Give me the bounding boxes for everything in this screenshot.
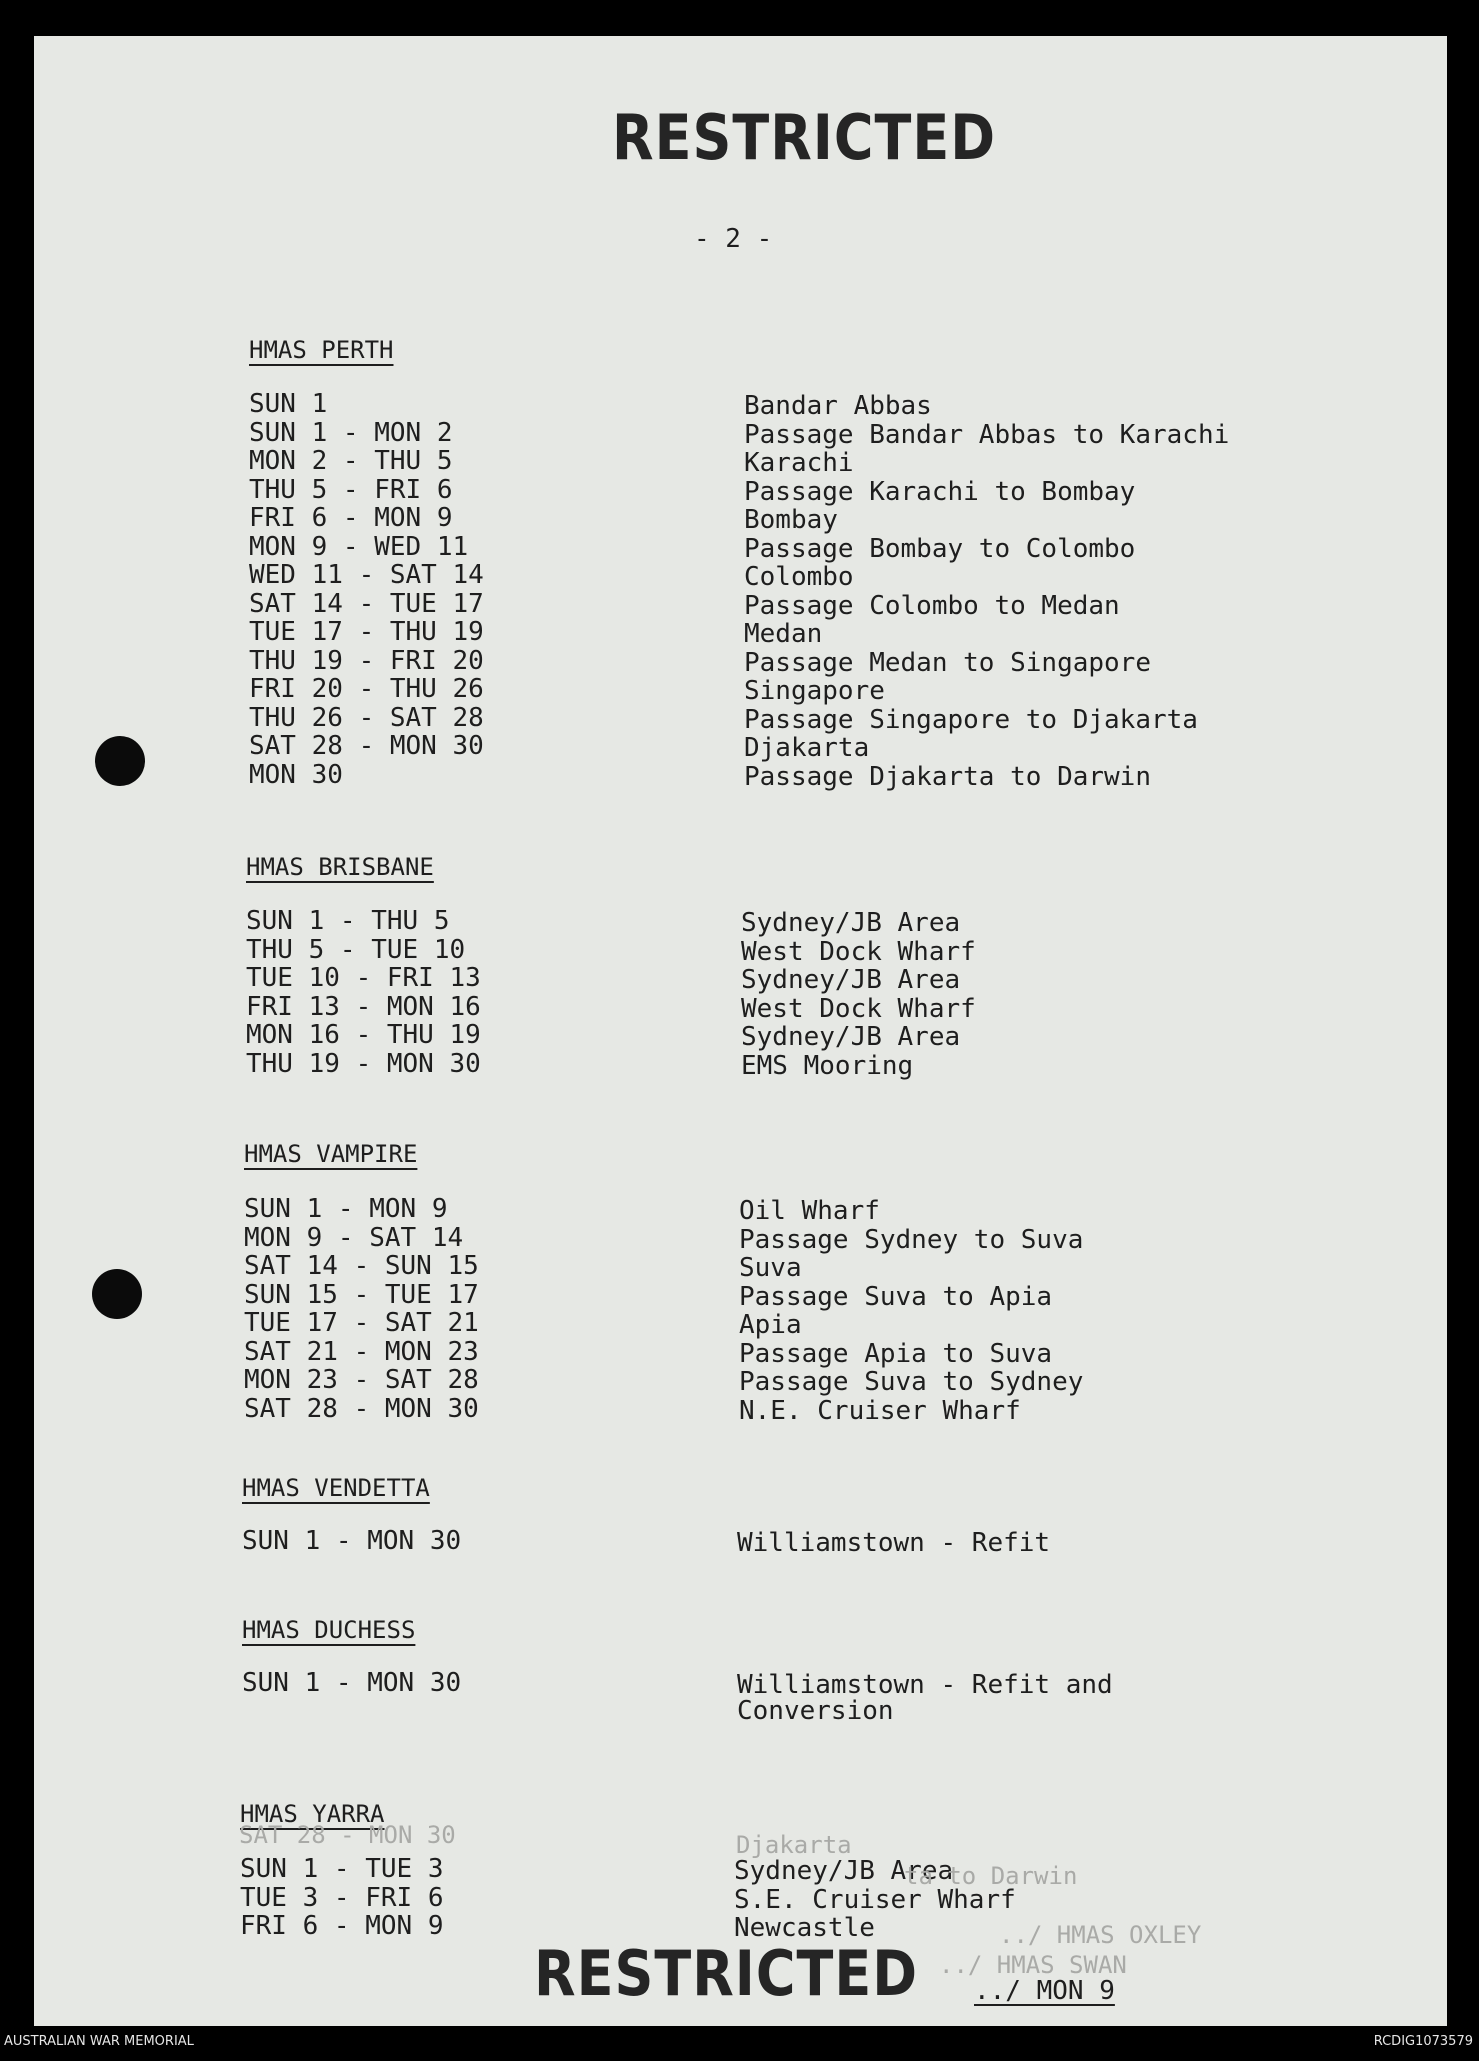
page-number: - 2 - (694, 224, 773, 254)
schedule-location: Suva (739, 1253, 802, 1283)
schedule-dates: SAT 28 - MON 30 (244, 1393, 479, 1424)
schedule-dates: TUE 17 - THU 19 (249, 617, 484, 647)
footer-left: AUSTRALIAN WAR MEMORIAL (4, 2034, 194, 2049)
schedule-location: West Dock Wharf (741, 993, 976, 1024)
schedule-dates: MON 9 - WED 11 (249, 531, 469, 562)
schedule-dates: THU 5 - FRI 6 (249, 474, 453, 505)
ship-heading: HMAS VENDETTA (242, 1474, 430, 1502)
restricted-stamp-bottom: RESTRICTED (534, 1937, 919, 2010)
schedule-location: Passage Suva to Apia (739, 1281, 1053, 1312)
schedule-location: Sydney/JB Area (741, 908, 961, 938)
schedule-dates: SAT 28 - MON 30 (249, 731, 484, 761)
schedule-location: Passage Karachi to Bombay (744, 476, 1136, 507)
schedule-dates: TUE 10 - FRI 13 (246, 963, 481, 993)
ship-heading: HMAS VAMPIRE (244, 1140, 418, 1168)
schedule-location: Karachi (744, 448, 854, 478)
schedule-dates: FRI 6 - MON 9 (240, 1911, 444, 1941)
ship-heading: HMAS PERTH (249, 336, 394, 364)
schedule-dates: THU 19 - MON 30 (246, 1048, 481, 1079)
restricted-stamp-top: RESTRICTED (612, 101, 997, 174)
schedule-location: Passage Bandar Abbas to Karachi (744, 419, 1230, 450)
schedule-dates: FRI 6 - MON 9 (249, 503, 453, 533)
continuation-text: ../ MON 9 (974, 1976, 1115, 2006)
document-page (34, 36, 1447, 2026)
schedule-location: Williamstown - Refit and Conversion (737, 1670, 1113, 1726)
schedule-location: N.E. Cruiser Wharf (739, 1395, 1021, 1426)
schedule-location: Newcastle (734, 1913, 875, 1943)
schedule-location: Colombo (744, 562, 854, 592)
schedule-dates: TUE 3 - FRI 6 (240, 1882, 444, 1913)
schedule-location: Passage Bombay to Colombo (744, 533, 1136, 564)
schedule-dates: MON 2 - THU 5 (249, 446, 453, 476)
schedule-location: Williamstown - Refit (737, 1528, 1051, 1558)
continuation-reference (974, 1976, 1115, 2006)
schedule-location: Passage Singapore to Djakarta (744, 704, 1198, 735)
schedule-location: Sydney/JB Area (734, 1856, 954, 1886)
schedule-dates: SUN 1 (249, 389, 328, 419)
schedule-dates: SUN 1 - MON 9 (244, 1194, 448, 1224)
schedule-location: Passage Sydney to Suva (739, 1224, 1084, 1255)
schedule-location: Passage Djakarta to Darwin (744, 761, 1151, 792)
schedule-dates: SAT 14 - TUE 17 (249, 588, 484, 619)
bleed-through-text-right-1: ../ HMAS OXLEY (999, 1921, 1202, 1949)
schedule-location: Djakarta (744, 733, 870, 763)
bleed-through-text-right-2: ../ HMAS SWAN (939, 1951, 1127, 1979)
ship-heading: HMAS BRISBANE (246, 853, 434, 881)
schedule-dates: FRI 13 - MON 16 (246, 991, 481, 1022)
schedule-dates: MON 23 - SAT 28 (244, 1365, 479, 1395)
schedule-dates: FRI 20 - THU 26 (249, 674, 484, 704)
schedule-dates: SUN 1 - MON 30 (242, 1668, 462, 1698)
bleed-through-text-left: SAT 28 - MON 30 (239, 1821, 456, 1849)
footer-right: RCDIG1073579 (1373, 2034, 1473, 2049)
schedule-dates: MON 9 - SAT 14 (244, 1222, 464, 1253)
schedule-dates: SUN 1 - MON 2 (249, 417, 453, 448)
punch-hole-top (95, 736, 145, 786)
ship-heading: HMAS DUCHESS (242, 1616, 416, 1644)
schedule-location: Passage Apia to Suva (739, 1338, 1053, 1369)
schedule-dates: SUN 1 - TUE 3 (240, 1854, 444, 1884)
schedule-dates: SAT 21 - MON 23 (244, 1336, 479, 1367)
schedule-location: S.E. Cruiser Wharf (734, 1884, 1016, 1915)
schedule-dates: SUN 1 - THU 5 (246, 906, 450, 936)
schedule-dates: TUE 17 - SAT 21 (244, 1308, 479, 1338)
schedule-dates: MON 30 (249, 759, 343, 790)
schedule-location: Singapore (744, 676, 885, 706)
schedule-dates: THU 5 - TUE 10 (246, 934, 466, 965)
schedule-location: Apia (739, 1310, 802, 1340)
schedule-location: Passage Medan to Singapore (744, 647, 1151, 678)
ship-heading: HMAS YARRA (240, 1800, 385, 1828)
schedule-location: Bandar Abbas (744, 391, 932, 421)
schedule-dates: SUN 1 - MON 30 (242, 1526, 462, 1556)
schedule-location: Sydney/JB Area (741, 965, 961, 995)
schedule-dates: WED 11 - SAT 14 (249, 560, 484, 590)
schedule-location: Oil Wharf (739, 1196, 880, 1226)
schedule-location: Medan (744, 619, 823, 649)
punch-hole-bottom (92, 1269, 142, 1319)
bleed-through-text-mid-2: ta to Darwin (904, 1862, 1078, 1890)
schedule-location: Passage Suva to Sydney (739, 1367, 1084, 1397)
schedule-location: EMS Mooring (741, 1050, 914, 1081)
schedule-location: Passage Colombo to Medan (744, 590, 1120, 621)
schedule-location: Bombay (744, 505, 838, 535)
schedule-dates: SUN 15 - TUE 17 (244, 1279, 479, 1310)
schedule-location: Sydney/JB Area (741, 1022, 961, 1052)
schedule-dates: THU 26 - SAT 28 (249, 702, 484, 733)
bleed-through-text-mid-1: Djakarta (736, 1831, 852, 1859)
schedule-dates: SAT 14 - SUN 15 (244, 1251, 479, 1281)
schedule-dates: MON 16 - THU 19 (246, 1020, 481, 1050)
schedule-dates: THU 19 - FRI 20 (249, 645, 484, 676)
schedule-location: West Dock Wharf (741, 936, 976, 967)
